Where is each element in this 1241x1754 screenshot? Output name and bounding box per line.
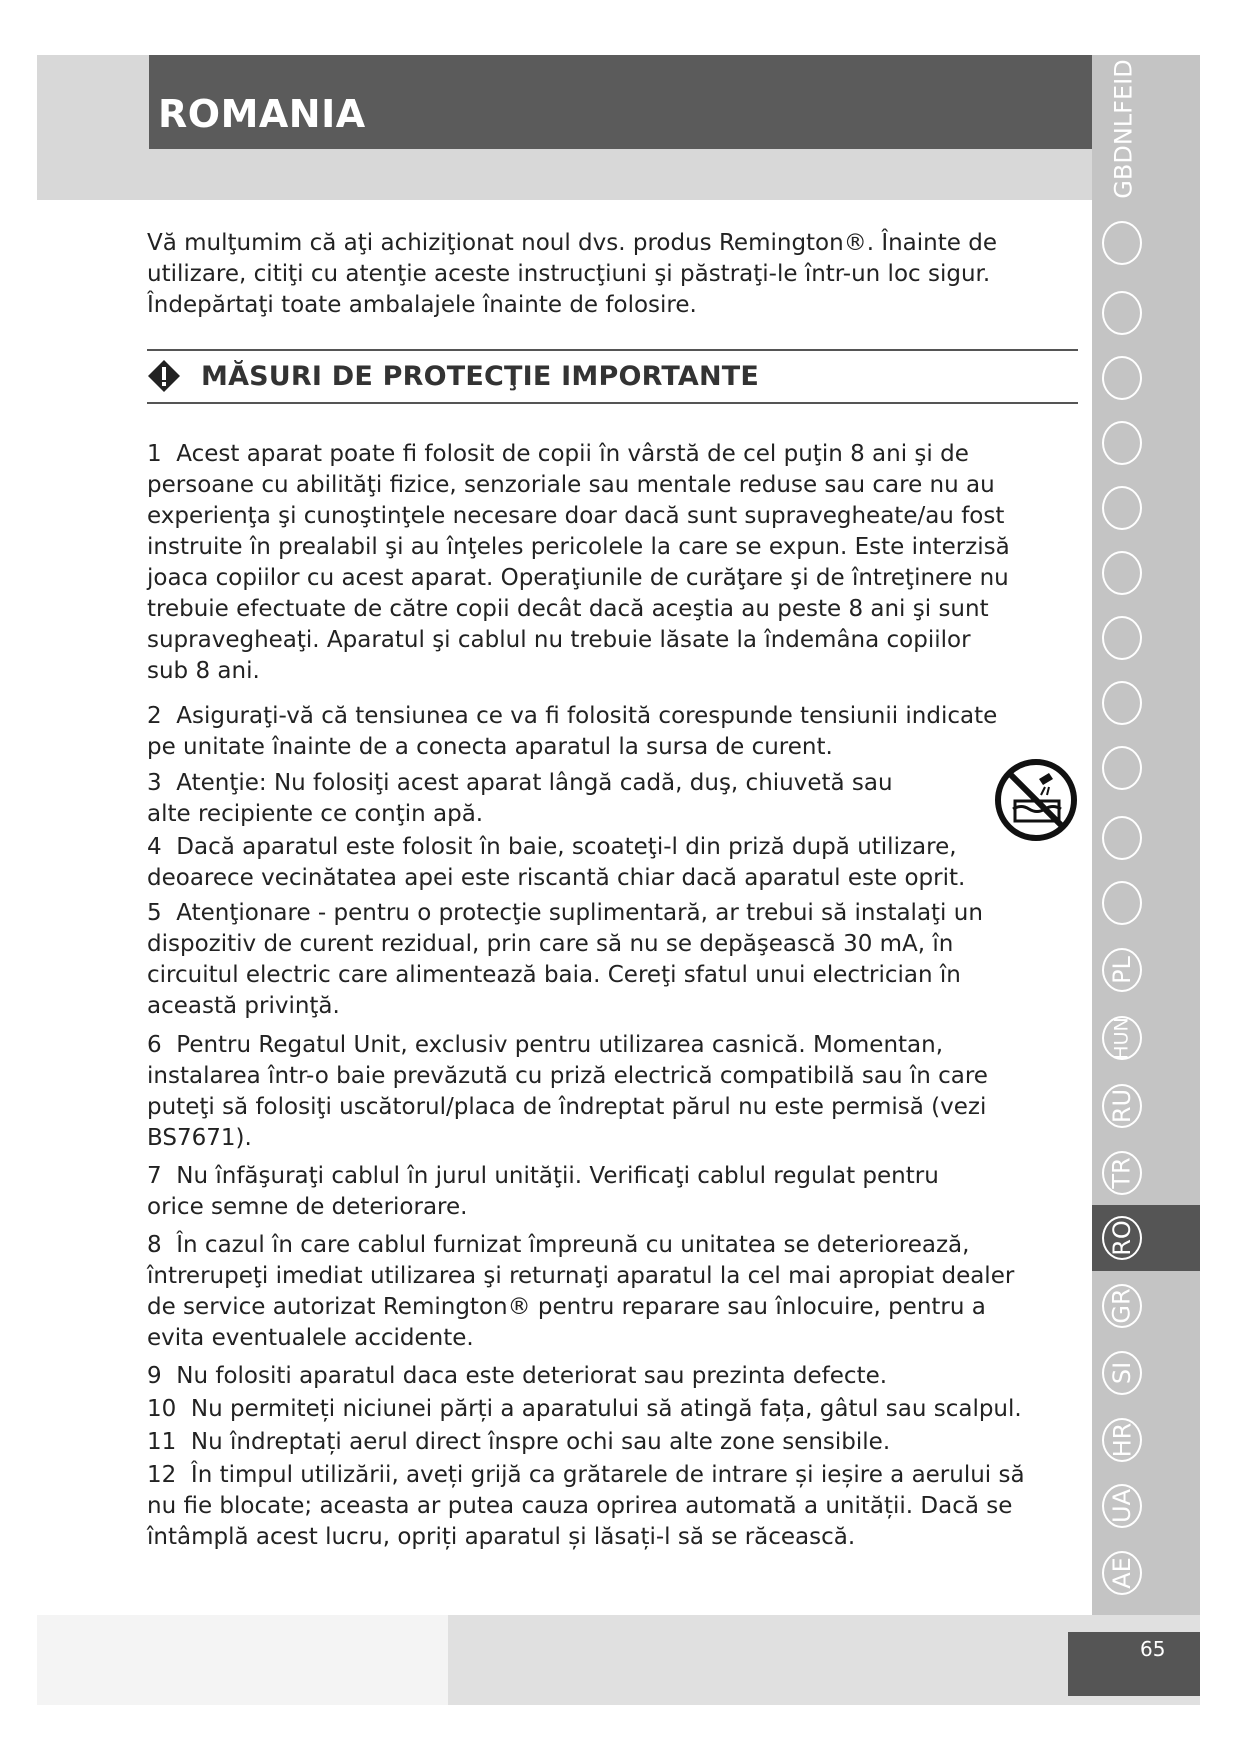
item-number: 11 [147,1429,177,1455]
list-item [147,701,1027,763]
item-number: 6 [147,1032,162,1058]
lang-tab-empty[interactable] [1100,610,1144,666]
lang-tab-ru[interactable]: RU [1100,1078,1144,1134]
item-text: Acest aparat poate fi folosit de copii în vârstă de cel puţin 8 ani şi de persoane cu abilităţi fizice, senzoriale sau mentale reduse sau care nu au experienţa şi cunoştinţele necesare doar dacă sunt supravegheate/au fost instruite în prealabil şi au înţeles pericolele la care se expun. Este interzisă joaca copiilor cu acest aparat. Operaţiunile de curăţare şi de întreţinere nu trebuie efectuate de către copii decât dacă aceştia au peste 8 ani şi sunt supravegheaţi. Aparatul şi cablul nu trebuie lăsate la îndemâna copiilor sub 8 ani. [147,441,1010,684]
section-heading [147,359,759,393]
item-number: 3 [147,770,162,796]
item-number: 9 [147,1363,162,1389]
lang-tab-gr[interactable]: GR [1100,1278,1144,1334]
lang-tab-empty[interactable] [1100,810,1144,866]
lang-tab-empty[interactable] [1100,675,1144,731]
item-number: 8 [147,1232,162,1258]
list-item [147,1460,1027,1553]
page-number-box [1068,1632,1200,1696]
lang-tab-ae[interactable]: AE [1100,1545,1144,1601]
item-text: Pentru Regatul Unit, exclusiv pentru utilizarea casnică. Momentan, instalarea într-o baie prevăzută cu priză electrică compatibilă sau în care puteţi să folosiţi uscătorul/placa de îndreptat părul nu este permisă (vezi BS7671). [147,1032,988,1151]
item-text: Atenţie: Nu folosiţi acest aparat lângă cadă, duş, chiuvetă sau alte recipiente ce conţin apă. [147,770,893,827]
list-item [147,1361,1047,1392]
list-item [147,1427,1047,1458]
lang-tab-ua[interactable]: UA [1100,1478,1144,1534]
lang-tab-empty[interactable] [1100,545,1144,601]
item-text: Asiguraţi-vă că tensiunea ce va fi folosită corespunde tensiunii indicate pe unitate înainte de a conecta aparatul la sursa de curent. [147,703,998,760]
item-number: 4 [147,834,162,860]
lang-tab-empty[interactable] [1100,350,1144,406]
item-number: 10 [147,1396,177,1422]
lang-tab-pl[interactable]: PL [1100,942,1144,998]
lang-tab-empty[interactable] [1100,285,1144,341]
list-item [147,1394,1047,1425]
list-item [147,1230,1017,1354]
item-text: Nu folositi aparatul daca este deteriorat sau prezinta defecte. [176,1363,888,1389]
section-rule-top [147,349,1078,351]
no-water-icon [993,757,1079,843]
lang-tab-si[interactable]: SI [1100,1345,1144,1401]
lang-group-top[interactable]: GBDNLFEID [1109,59,1138,199]
item-number: 1 [147,441,162,467]
item-text: În cazul în care cablul furnizat împreună cu unitatea se deteriorează, întrerupeţi imediat utilizarea şi returnaţi aparatul la cel mai apropiat dealer de service autorizat Remington® pentru reparare sau înlocuire, pentru a evita eventualele accidente. [147,1232,1015,1351]
lang-tab-empty[interactable] [1100,215,1144,271]
item-number: 7 [147,1163,162,1189]
section-title: MĂSURI DE PROTECŢIE IMPORTANTE [201,360,760,392]
lang-tab-empty[interactable] [1100,480,1144,536]
item-text: Dacă aparatul este folosit în baie, scoateţi-l din priză după utilizare, deoarece vecinătatea apei este riscantă chiar dacă aparatul este oprit. [147,834,966,891]
list-item [147,1161,997,1223]
lang-tab-empty[interactable] [1100,740,1144,796]
item-number: 12 [147,1462,177,1488]
item-text: Nu înfăşuraţi cablul în jurul unităţii. Verificaţi cablul regulat pentru orice semne de deteriorare. [147,1163,939,1220]
item-text: Nu permiteți niciunei părți a aparatului să atingă fața, gâtul sau scalpul. [190,1396,1022,1422]
page-number: 65 [1140,1637,1166,1661]
list-item [147,439,1017,687]
lang-tab-tr[interactable]: TR [1100,1145,1144,1201]
lang-tab-hun[interactable]: HUN [1100,1010,1144,1066]
list-item [147,1030,1017,1154]
intro-paragraph: Vă mulţumim că aţi achiziţionat noul dvs. produs Remington®. Înainte de utilizare, citiţi cu atenţie aceste instrucţiuni şi păstraţi-le într-un loc sigur. Îndepărtaţi toate ambalajele înainte de folosire. [147,230,997,318]
item-text: În timpul utilizării, aveți grijă ca grătarele de intrare și ieșire a aerului să nu fie blocate; aceasta ar putea cauza oprirea automată a unității. Dacă se întâmplă acest lucru, opriți aparatul și lăsați-l să se răcească. [147,1462,1025,1550]
item-text: Atenţionare - pentru o protecţie suplimentară, ar trebui să instalaţi un dispozitiv de curent rezidual, prin care să nu se depăşească 30 mA, în circuitul electric care alimentează baia. Cereţi sfatul unui electrician în această privinţă. [147,900,983,1019]
lang-tab-empty[interactable] [1100,875,1144,931]
list-item [147,832,977,894]
item-number: 2 [147,703,162,729]
section-rule-bottom [147,402,1078,404]
page-title: ROMANIA [158,92,366,136]
lang-tab-empty[interactable] [1100,415,1144,471]
item-text: Nu îndreptați aerul direct înspre ochi sau alte zone sensibile. [190,1429,891,1455]
item-number: 5 [147,900,162,926]
warning-icon [147,359,181,393]
list-item [147,898,992,1022]
lang-tab-ro-active[interactable]: RO [1100,1210,1144,1266]
lang-tab-hr[interactable]: HR [1100,1412,1144,1468]
list-item [147,768,927,830]
